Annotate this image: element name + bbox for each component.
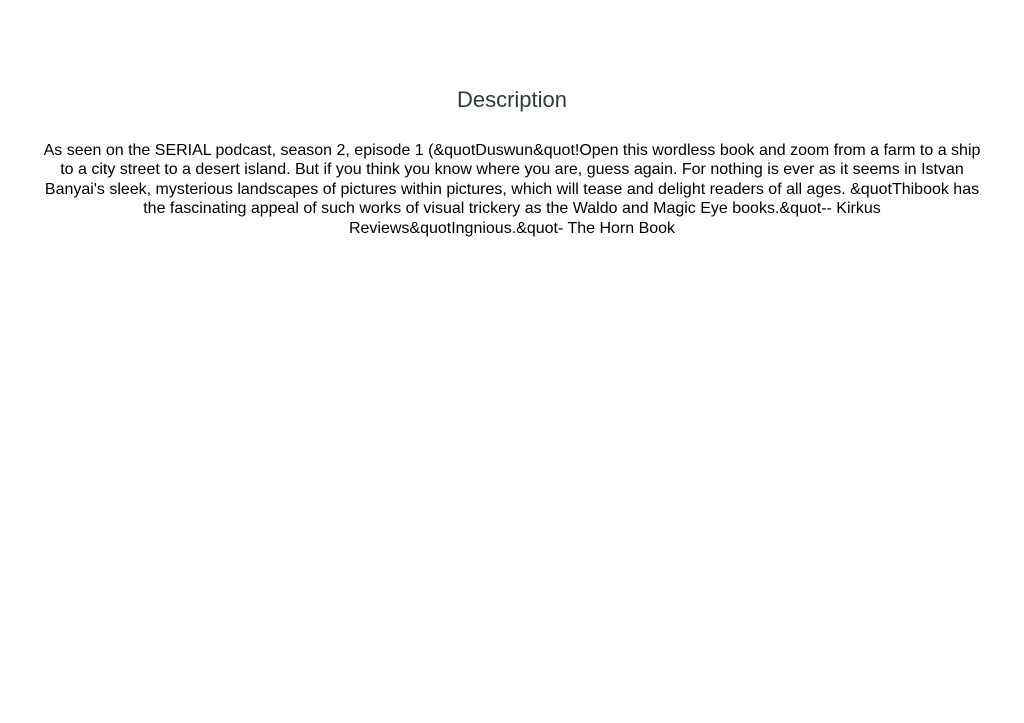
description-heading: Description [456,87,568,112]
description-body: As seen on the SERIAL podcast, season 2, episode 1 (&quotDuswun&quot!Open this wordless book and zoom from a farm to a ship to a city street to a desert island. But if you think you know where you are, guess again. For nothing is ever as it seems in Istvan Banyai's sleek, mysterious landscapes of pictures within pictures, which will tease and delight readers of all ages. &quotThibook has the fascinating appeal of such works of visual trickery as the Waldo and Magic Eye books.&quot-- Kirkus Reviews&quotIngnious.&quot- The Horn Book [43,142,981,237]
